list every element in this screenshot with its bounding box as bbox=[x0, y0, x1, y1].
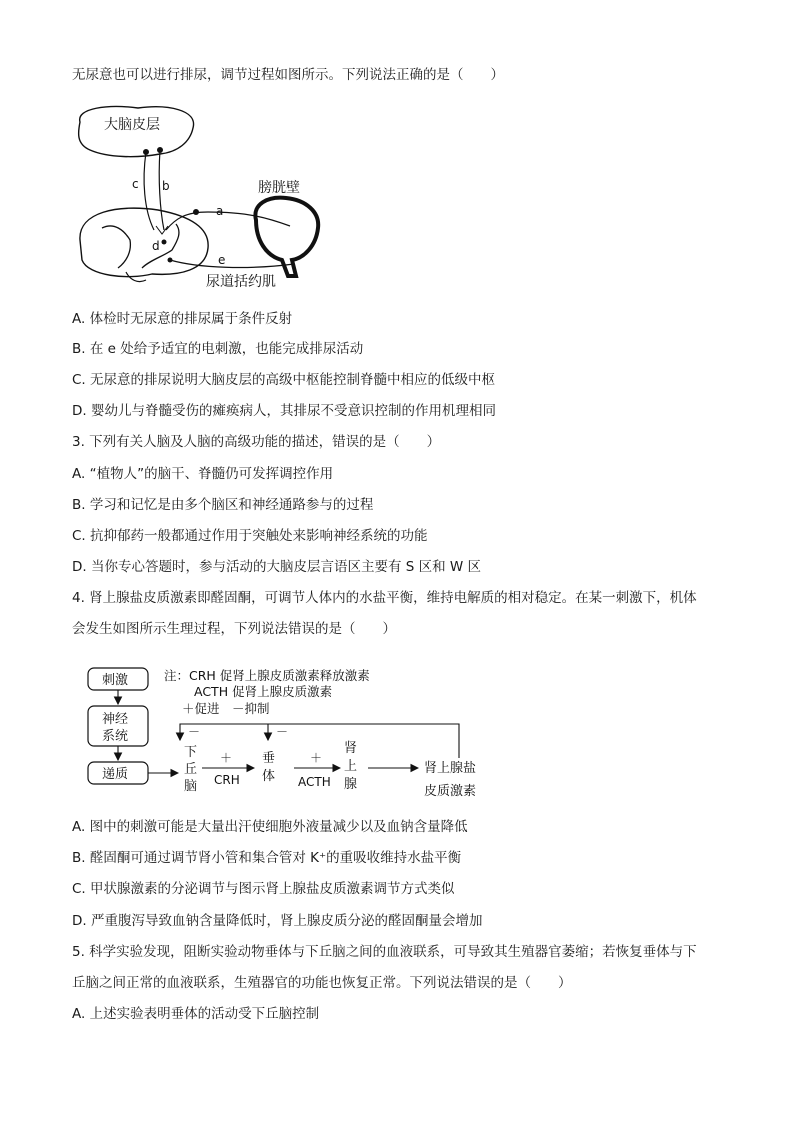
q3-option-c: C. 抗抑郁药一般都通过作用于突触处来影响神经系统的功能 bbox=[72, 528, 428, 544]
sphincter-label: 尿道括约肌 bbox=[206, 274, 276, 290]
bladder-outline bbox=[255, 198, 318, 276]
feedback-minus-1: － bbox=[188, 725, 201, 739]
q2-option-b: B. 在 e 处给予适宜的电刺激，也能完成排尿活动 bbox=[72, 341, 364, 357]
q2-stem: 无尿意也可以进行排尿，调节过程如图所示。下列说法正确的是（ ） bbox=[72, 67, 504, 83]
note-line-2: ACTH 促肾上腺皮质激素 bbox=[194, 684, 333, 699]
hormone-label-1: 肾上腺盐 bbox=[424, 761, 477, 776]
path-d-label: d bbox=[152, 239, 160, 253]
hypothalamus-2: 丘 bbox=[184, 762, 198, 777]
q4-option-a: A. 图中的刺激可能是大量出汗使细胞外液量减少以及血钠含量降低 bbox=[72, 819, 468, 835]
pituitary-1: 垂 bbox=[262, 751, 276, 766]
q5-stem-line2: 丘脑之间正常的血液联系，生殖器官的功能也恢复正常。下列说法错误的是（ ） bbox=[72, 975, 572, 991]
q3-stem: 3. 下列有关人脑及人脑的高级功能的描述，错误的是（ ） bbox=[72, 434, 441, 450]
pituitary-2: 体 bbox=[262, 769, 276, 784]
hypothalamus-3: 脑 bbox=[184, 779, 198, 794]
note-line-3: ＋促进 －抑制 bbox=[182, 701, 270, 716]
path-e-label: e bbox=[218, 253, 226, 267]
note-line-1: 注：CRH 促肾上腺皮质激素释放激素 bbox=[164, 668, 370, 683]
nervous-label-1: 神经 bbox=[102, 712, 129, 727]
q3-option-b: B. 学习和记忆是由多个脑区和神经通路参与的过程 bbox=[72, 497, 374, 513]
q4-stem-line1: 4. 肾上腺盐皮质激素即醛固酮，可调节人体内的水盐平衡，维持电解质的相对稳定。在某一刺激下，机体 bbox=[72, 590, 697, 606]
hormone-label-2: 皮质激素 bbox=[424, 784, 477, 799]
cortex-label: 大脑皮层 bbox=[104, 117, 160, 133]
q2-option-d: D. 婴幼儿与脊髓受伤的瘫痪病人，其排尿不受意识控制的作用机理相同 bbox=[72, 403, 496, 419]
nervous-label-2: 系统 bbox=[102, 729, 129, 744]
q3-option-d: D. 当你专心答题时，参与活动的大脑皮层言语区主要有 S 区和 W 区 bbox=[72, 559, 482, 575]
path-b-label: b bbox=[162, 179, 170, 193]
q2-reflex-figure bbox=[68, 100, 348, 292]
q4-regulation-figure bbox=[84, 660, 504, 806]
feedback-minus-2: － bbox=[276, 725, 289, 739]
acth-label: ACTH bbox=[298, 775, 331, 789]
q4-option-b: B. 醛固酮可通过调节肾小管和集合管对 K⁺的重吸收维持水盐平衡 bbox=[72, 850, 462, 866]
q2-option-a: A. 体检时无尿意的排尿属于条件反射 bbox=[72, 311, 293, 327]
bladder-label: 膀胱壁 bbox=[258, 180, 300, 196]
transmitter-label: 递质 bbox=[102, 767, 129, 782]
q3-option-a: A. “植物人”的脑干、脊髓仍可发挥调控作用 bbox=[72, 466, 334, 482]
q4-option-c: C. 甲状腺激素的分泌调节与图示肾上腺盐皮质激素调节方式类似 bbox=[72, 881, 455, 897]
q5-option-a: A. 上述实验表明垂体的活动受下丘脑控制 bbox=[72, 1006, 320, 1022]
hypothalamus-1: 下 bbox=[184, 745, 198, 760]
q5-stem-line1: 5. 科学实验发现，阻断实验动物垂体与下丘脑之间的血液联系，可导致其生殖器官萎缩；若恢复垂体与下 bbox=[72, 944, 697, 960]
q4-option-d: D. 严重腹泻导致血钠含量降低时，肾上腺皮质分泌的醛固酮量会增加 bbox=[72, 913, 483, 929]
acth-plus: ＋ bbox=[310, 751, 323, 765]
stimulus-label: 刺激 bbox=[102, 673, 129, 688]
path-a-label: a bbox=[216, 204, 224, 218]
adrenal-3: 腺 bbox=[344, 777, 358, 792]
q4-stem-line2: 会发生如图所示生理过程，下列说法错误的是（ ） bbox=[72, 621, 396, 637]
adrenal-2: 上 bbox=[344, 759, 358, 774]
crh-plus: ＋ bbox=[220, 751, 233, 765]
path-c-label: c bbox=[132, 177, 139, 191]
adrenal-1: 肾 bbox=[344, 741, 358, 756]
q2-option-c: C. 无尿意的排尿说明大脑皮层的高级中枢能控制脊髓中相应的低级中枢 bbox=[72, 372, 496, 388]
crh-label: CRH bbox=[214, 773, 240, 787]
